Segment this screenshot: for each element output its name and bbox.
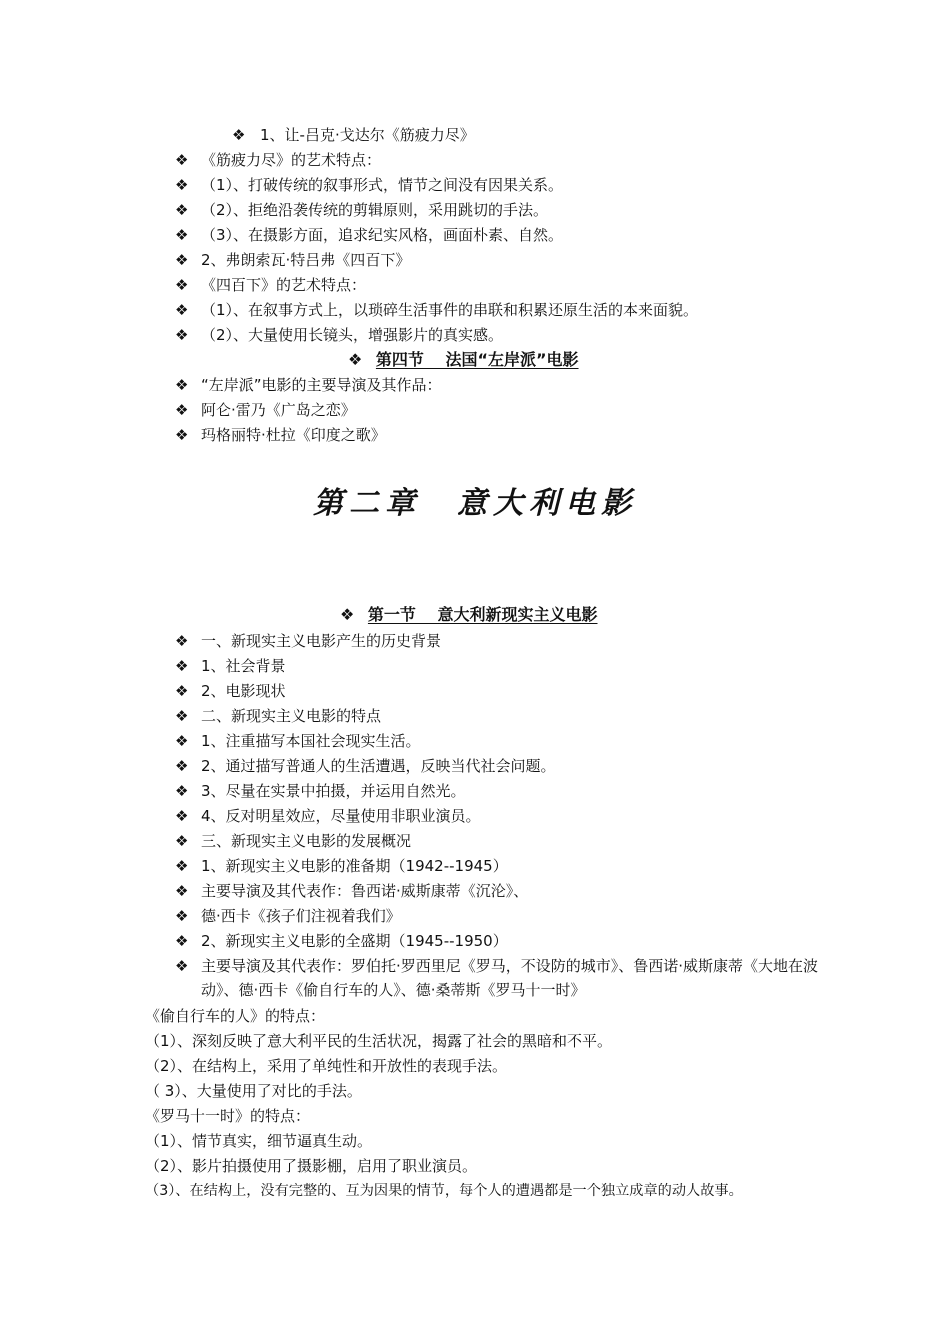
bullet-icon: ❖ [175,882,189,900]
bullet-icon: ❖ [175,301,189,319]
paragraph: （2）、在结构上，采用了单纯性和开放性的表现手法。 [145,1057,508,1075]
bullet-icon: ❖ [175,682,189,700]
paragraph: （2）、影片拍摄使用了摄影棚，启用了职业演员。 [145,1157,478,1175]
paragraph: （3）、在结构上，没有完整的、互为因果的情节，每个人的遭遇都是一个独立成章的动人故事。 [145,1183,743,1199]
section-heading: ❖ 第一节 意大利新现实主义电影 [340,605,598,624]
bullet-icon: ❖ [175,632,189,650]
bullet-icon: ❖ [175,832,189,850]
section-heading: ❖ 第四节 法国“左岸派”电影 [348,350,579,369]
chapter-title: 第二章 意大利电影 [313,486,637,521]
bullet-icon: ❖ [340,605,355,624]
bullet-icon: ❖ [175,201,189,219]
bullet-icon: ❖ [175,807,189,825]
bullet-icon: ❖ [175,176,189,194]
paragraph: （1）、深刻反映了意大利平民的生活状况，揭露了社会的黑暗和不平。 [145,1032,613,1050]
bullet-icon: ❖ [175,857,189,875]
bullet-icon: ❖ [175,401,189,419]
bullet-icon: ❖ [175,251,189,269]
bullet-icon: ❖ [175,707,189,725]
bullet-icon: ❖ [175,907,189,925]
bullet-icon: ❖ [175,326,189,344]
bullet-icon: ❖ [175,957,189,975]
paragraph: 《偷自行车的人》的特点： [145,1007,326,1025]
bullet-icon: ❖ [175,226,189,244]
bullet-icon: ❖ [175,426,189,444]
bullet-icon: ❖ [175,151,189,169]
list-item-text: 主要导演及其代表作：罗伯托·罗西里尼《罗马，不设防的城市》、鲁西诺·威斯康蒂《大地在波动》、德·西卡《偷自行车的人》、德·桑蒂斯《罗马十一时》 [201,957,819,999]
paragraph: 《罗马十一时》的特点： [145,1107,311,1125]
paragraph: （1）、情节真实，细节逼真生动。 [145,1132,373,1150]
bullet-icon: ❖ [175,932,189,950]
bullet-icon: ❖ [175,657,189,675]
bullet-icon: ❖ [175,732,189,750]
bullet-icon: ❖ [348,350,363,369]
bullet-icon: ❖ [175,276,189,294]
document-page: ❖ 1、让-吕克·戈达尔《筋疲力尽》 ❖ 《筋疲力尽》的艺术特点： ❖ （1）、打破传统的叙事形式，情节之间没有因果关系。 ❖ （2）、拒绝沿袭传统的剪辑原则，采用跳切的手法。 ❖ （3）、在摄影方面，追求纪实风格，画面朴素、自然。 ❖ 2、弗朗索瓦·特吕弗《四百下》 ❖ 《四百下》的艺术特点： ❖ （1）、在叙事方式上，以琐碎生活事件的串联和积累还原生活的本来面貌。 ❖ （2）、大量使用长镜头，增强影片的真实感。 ❖ 第四节 法国“左岸派”电影 ❖ “左岸派”电影的主要导演及其作品： ❖ 阿仑·雷乃《广岛之恋》 ❖ 玛格丽特·杜拉《印度之歌》 第二章 意大利电影 ❖ 第一节 意大利新现实主义电影 ❖ 一、新现实主义电影产生的历史背景 ❖ 1、社会背景 ❖ 2、电影现状 ❖ 二、新现实主义电影的特点 ❖ 1、注重描写本国社会现实生活。 ❖ 2、通过描写普通人的生活遭遇，反映当代社会问题。 ❖ 3、尽量在实景中拍摄，并运用自然光。 ❖ 4、反对明星效应，尽量使用非职业演员。 ❖ 三、新现实主义电影的发展概况 ❖ 1、新现实主义电影的准备期（1942--1945） ❖ 主要导演及其代表作：鲁西诺·威斯康蒂《沉沦》、 ❖ 德·西卡《孩子们注视着我们》 ❖ 2、新现实主义电影的全盛期（1945--1950） ❖ 主要导演及其代表作：罗伯托·罗西里尼《罗马，不设防的城市》、鲁西诺·威斯康蒂《大地在波动》、德·西卡《偷自行车的人》、德·桑蒂斯《罗马十一时》 《偷自行车的人》的特点： （1）、深刻反映了意大利平民的生活状况，揭露了社会的黑暗和不平。 （2）、在结构上，采用了单纯性和开放性的表现手法。 （ 3）、大量使用了对比的手法。 《罗马十一时》的特点： （1）、情节真实，细节逼真生动。 （2）、影片拍摄使用了摄影棚，启用了职业演员。 （3）、在结构上，没有完整的、互为因果的情节，每个人的遭遇都是一个独立成章的动人故事。 [0,0,950,1344]
bullet-icon: ❖ [175,757,189,775]
paragraph: （ 3）、大量使用了对比的手法。 [145,1082,362,1100]
bullet-icon: ❖ [232,126,246,144]
bullet-icon: ❖ [175,782,189,800]
bullet-icon: ❖ [175,376,189,394]
